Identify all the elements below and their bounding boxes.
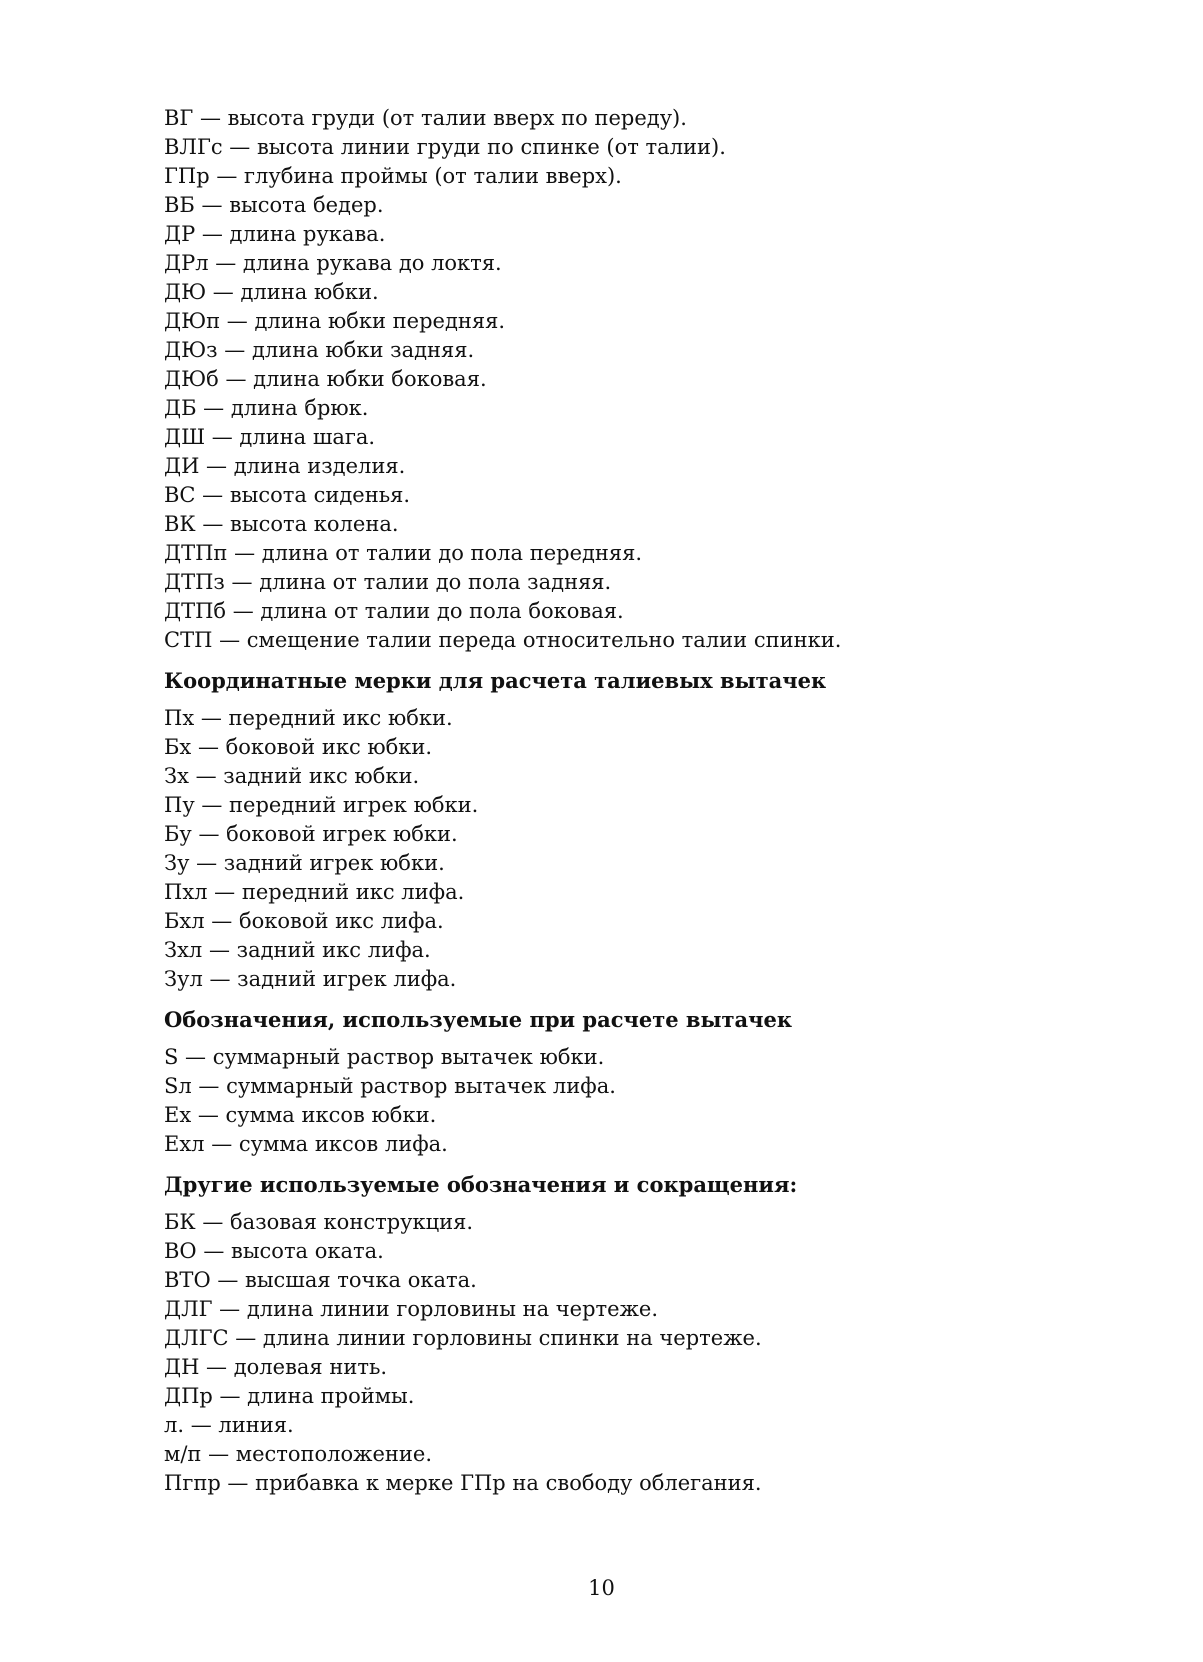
list-item: ДБ — длина брюк. <box>164 396 369 420</box>
list-item: ДЮ — длина юбки. <box>164 280 379 304</box>
section-heading: Другие используемые обозначения и сокращения: <box>164 1172 798 1197</box>
list-item: ДТПб — длина от талии до пола боковая. <box>164 599 624 623</box>
section-heading: Обозначения, используемые при расчете вытачек <box>164 1007 793 1032</box>
list-item: ДЮп — длина юбки передняя. <box>164 309 506 333</box>
list-item: ДН — долевая нить. <box>164 1355 388 1379</box>
section-dart-notation <box>164 1005 1124 1159</box>
list-item: ДИ — длина изделия. <box>164 454 406 478</box>
list-item: Ex — сумма иксов юбки. <box>164 1103 437 1127</box>
list-item: Зхл — задний икс лифа. <box>164 938 431 962</box>
list-item: ДРл — длина рукава до локтя. <box>164 251 502 275</box>
list-item: ДТПп — длина от талии до пола передняя. <box>164 541 643 565</box>
list-item: Бу — боковой игрек юбки. <box>164 822 458 846</box>
list-item: S — суммарный раствор вытачек юбки. <box>164 1045 605 1069</box>
list-item: ДР — длина рукава. <box>164 222 386 246</box>
list-item: л. — линия. <box>164 1413 294 1437</box>
page-content <box>164 104 1124 1498</box>
list-item: БК — базовая конструкция. <box>164 1210 474 1234</box>
list-item: ВС — высота сиденья. <box>164 483 411 507</box>
list-item: ВО — высота оката. <box>164 1239 384 1263</box>
list-item: Exл — сумма иксов лифа. <box>164 1132 448 1156</box>
list-item: ДПр — длина проймы. <box>164 1384 415 1408</box>
page-number: 10 <box>588 1576 615 1600</box>
list-item: ДШ — длина шага. <box>164 425 376 449</box>
list-item: ВБ — высота бедер. <box>164 193 384 217</box>
list-item: ДТПз — длина от талии до пола задняя. <box>164 570 612 594</box>
list-item: ВЛГс — высота линии груди по спинке (от талии). <box>164 135 726 159</box>
list-item: Зу — задний игрек юбки. <box>164 851 445 875</box>
list-item: м/п — местоположение. <box>164 1442 433 1466</box>
section-heading: Координатные мерки для расчета талиевых вытачек <box>164 668 827 693</box>
list-item: Sл — суммарный раствор вытачек лифа. <box>164 1074 616 1098</box>
list-item: Пгпр — прибавка к мерке ГПр на свободу облегания. <box>164 1471 762 1495</box>
list-item: СТП — смещение талии переда относительно талии спинки. <box>164 628 842 652</box>
section-coordinate-measurements <box>164 666 1124 994</box>
list-item: Пх — передний икс юбки. <box>164 706 453 730</box>
list-item: ДЛГС — длина линии горловины спинки на чертеже. <box>164 1326 762 1350</box>
list-item: ВТО — высшая точка оката. <box>164 1268 477 1292</box>
list-item: Бхл — боковой икс лифа. <box>164 909 444 933</box>
list-item: ГПр — глубина проймы (от талии вверх). <box>164 164 622 188</box>
list-item: ДЮз — длина юбки задняя. <box>164 338 475 362</box>
list-item: ДЮб — длина юбки боковая. <box>164 367 487 391</box>
list-item: ВК — высота колена. <box>164 512 399 536</box>
list-item: ДЛГ — длина линии горловины на чертеже. <box>164 1297 659 1321</box>
list-item: Зх — задний икс юбки. <box>164 764 420 788</box>
list-item: Зул — задний игрек лифа. <box>164 967 457 991</box>
list-item: Бх — боковой икс юбки. <box>164 735 433 759</box>
section-measurements <box>164 104 1124 655</box>
list-item: Пхл — передний икс лифа. <box>164 880 465 904</box>
section-other-abbreviations <box>164 1170 1124 1498</box>
list-item: ВГ — высота груди (от талии вверх по переду). <box>164 106 687 130</box>
list-item: Пу — передний игрек юбки. <box>164 793 479 817</box>
